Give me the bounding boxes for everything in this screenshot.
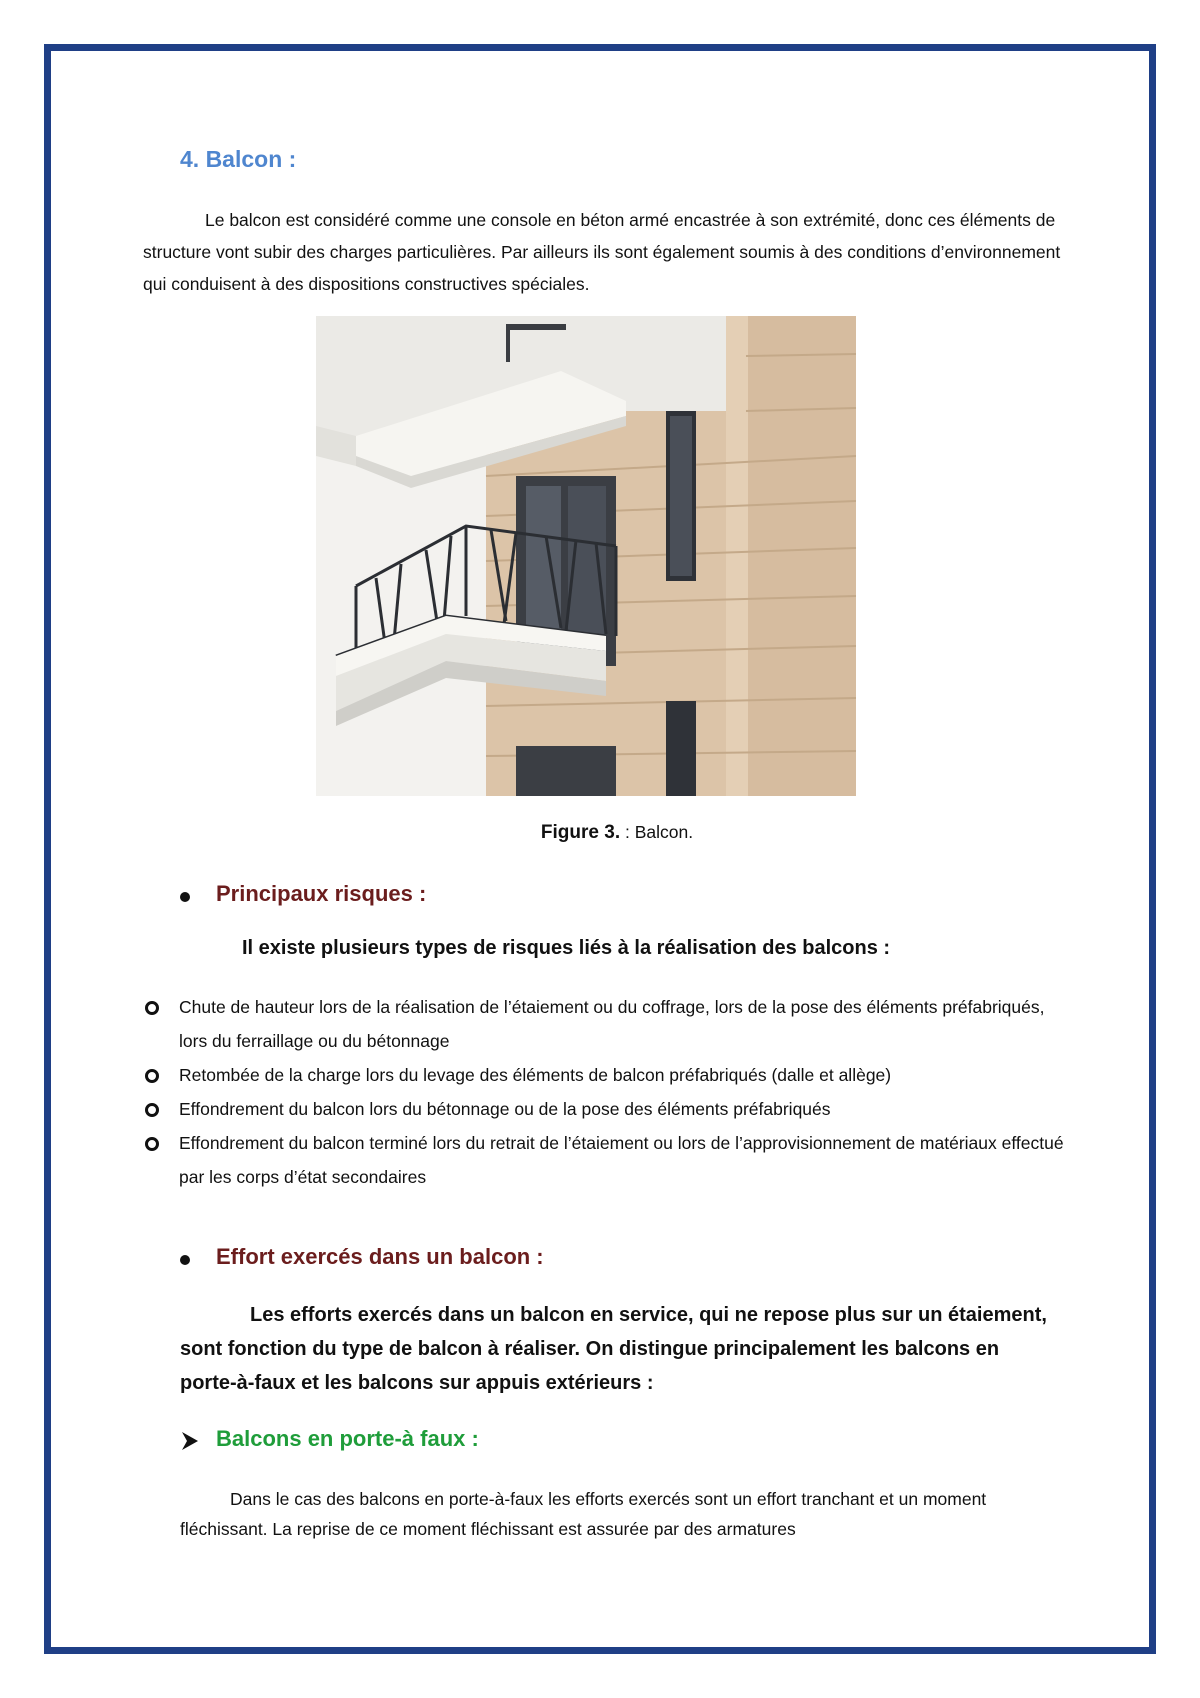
arrow-bullet-icon xyxy=(180,1430,200,1452)
list-item: Effondrement du balcon lors du bétonnage ou de la pose des éléments préfabriqués xyxy=(143,1092,1073,1126)
list-item: Chute de hauteur lors de la réalisation de l’étaiement ou du coffrage, lors de la pose des éléments préfabriqués, lors du ferraillage ou du bétonnage xyxy=(143,990,1073,1058)
risks-heading: Principaux risques : xyxy=(216,881,427,906)
risks-list xyxy=(143,990,1073,1194)
bullet-dot-icon xyxy=(180,1255,190,1265)
efforts-paragraph xyxy=(180,1298,1060,1400)
circle-bullet-icon xyxy=(145,1069,159,1083)
circle-bullet-icon xyxy=(145,1001,159,1015)
figure-caption-label: Figure 3. xyxy=(540,822,621,843)
section-title: 4. Balcon : xyxy=(180,146,297,172)
bullet-dot-icon xyxy=(180,892,190,902)
list-item: Effondrement du balcon terminé lors du retrait de l’étaiement ou lors de l’approvisionnement de matériaux effectué par les corps d’état secondaires xyxy=(143,1126,1073,1194)
porte-a-faux-heading: Balcons en porte-à faux : xyxy=(216,1426,479,1451)
porte-a-faux-text: Dans le cas des balcons en porte-à-faux les efforts exercés sont un effort tranchant et un moment fléchissant. La reprise de ce moment fléchissant est assurée par des armatures xyxy=(180,1489,987,1539)
efforts-text: Les efforts exercés dans un balcon en service, qui ne repose plus sur un étaiement, sont fonction du type de balcon à réaliser. On distingue principalement les balcons en porte-à-faux et les balcons sur appuis extérieurs : xyxy=(180,1304,1047,1394)
figure-caption xyxy=(0,822,1200,844)
risks-intro: Il existe plusieurs types de risques liés à la réalisation des balcons : xyxy=(242,937,891,959)
circle-bullet-icon xyxy=(145,1103,159,1117)
list-item: Retombée de la charge lors du levage des éléments de balcon préfabriqués (dalle et allège) xyxy=(143,1058,1073,1092)
efforts-heading: Effort exercés dans un balcon : xyxy=(216,1244,544,1269)
figure-caption-text: : Balcon. xyxy=(620,822,694,842)
intro-text: Le balcon est considéré comme une console en béton armé encastrée à son extrémité, donc ces éléments de structure vont subir des charges particulières. Par ailleurs ils sont également soumis à des conditions d’environnement qui conduisent à des dispositions constructives spéciales. xyxy=(143,210,1061,294)
balcony-photo xyxy=(316,316,856,796)
intro-paragraph xyxy=(143,204,1073,300)
circle-bullet-icon xyxy=(145,1137,159,1151)
porte-a-faux-paragraph xyxy=(180,1484,1060,1544)
